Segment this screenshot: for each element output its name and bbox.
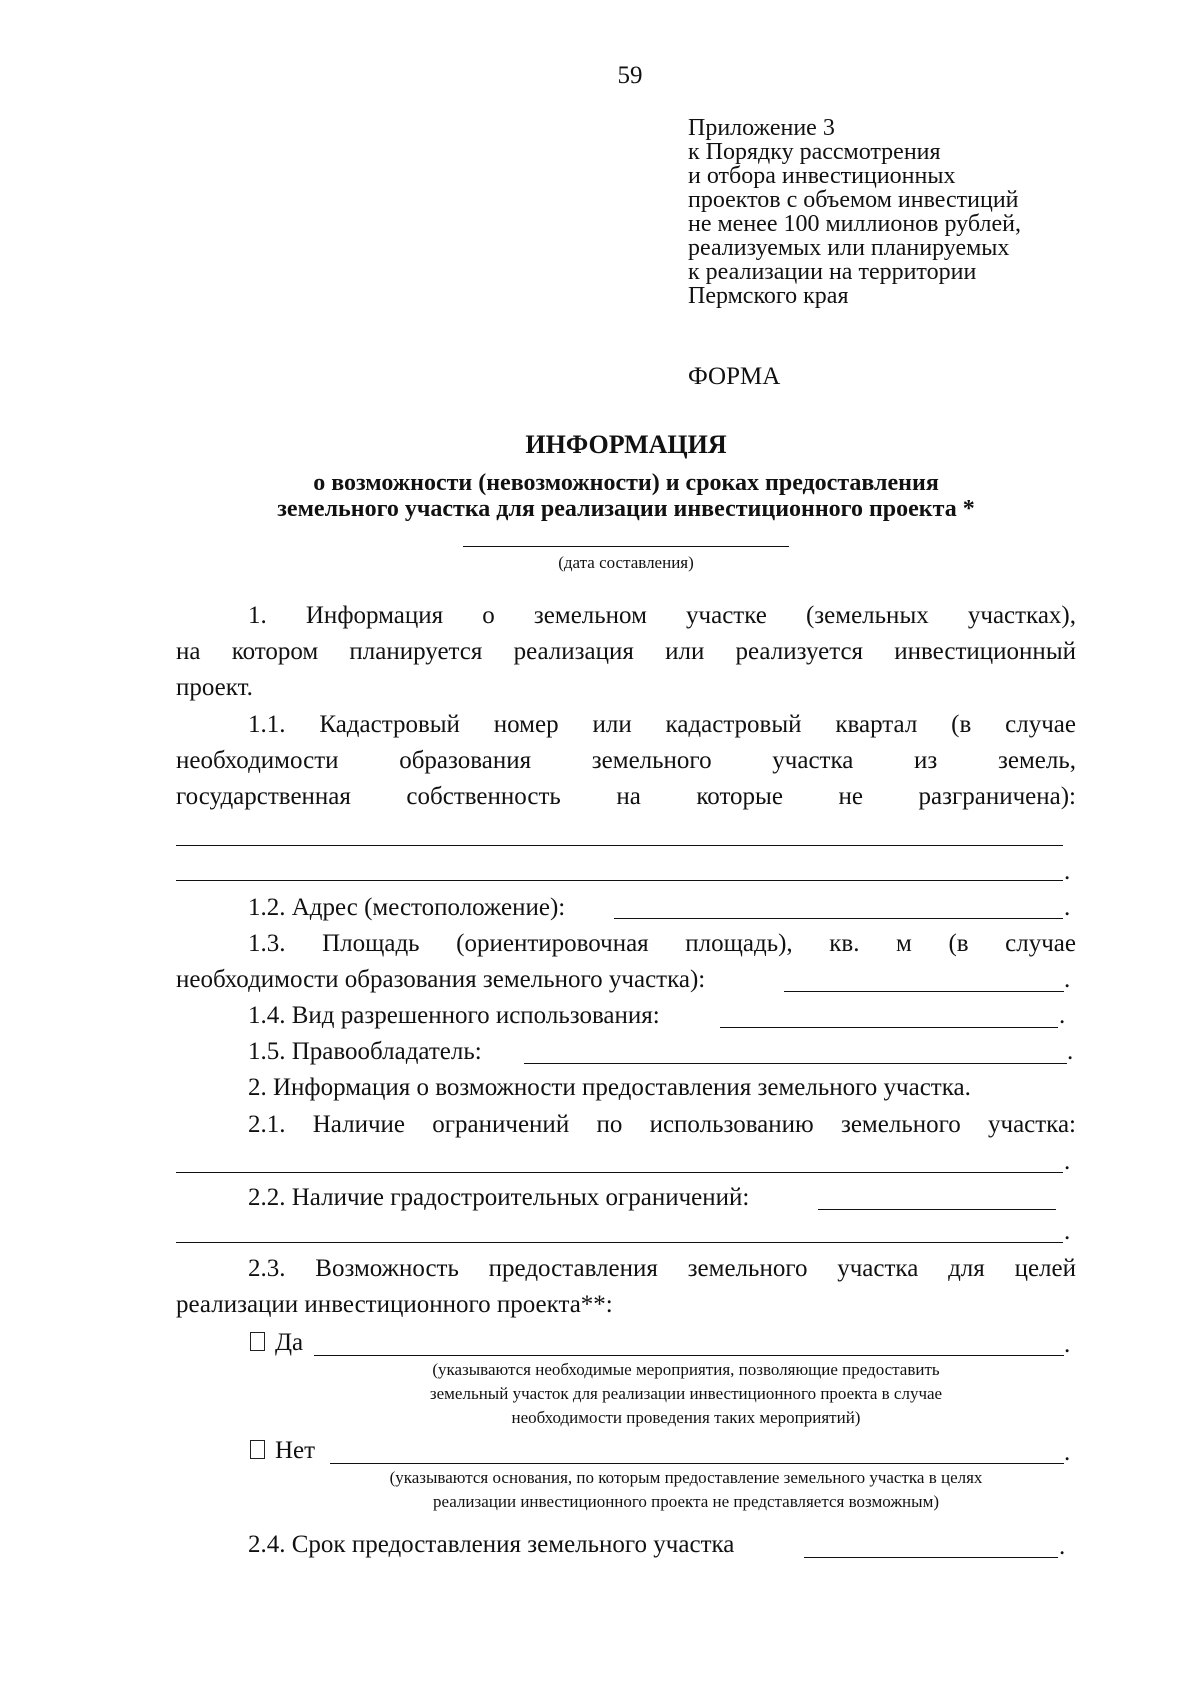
page-number: 59 — [617, 62, 643, 89]
urban-restrictions-field-line-2[interactable] — [176, 1242, 1063, 1243]
appendix-line: к реализации на территории — [688, 259, 977, 285]
appendix-line: не менее 100 миллионов рублей, — [688, 211, 1021, 237]
caption-line: необходимости проведения таких мероприятий) — [511, 1408, 861, 1427]
item-1-3-line: необходимости образования земельного участка): — [176, 966, 706, 993]
appendix-block — [688, 116, 1168, 308]
no-caption — [276, 1466, 1096, 1514]
address-field-line[interactable] — [614, 918, 1063, 919]
period: . — [1064, 1331, 1071, 1358]
option-yes[interactable] — [250, 1325, 303, 1361]
permitted-use-field-line[interactable] — [720, 1027, 1058, 1028]
subtitle-line: земельного участка для реализации инвестиционного проекта * — [277, 496, 975, 522]
item-1-1-line: государственная собственность на которые не разграничена): — [176, 783, 1076, 810]
option-yes-label: Да — [275, 1329, 304, 1356]
caption-line: (указываются необходимые мероприятия, позволяющие предоставить — [432, 1360, 940, 1379]
period: . — [1059, 1002, 1066, 1029]
caption-line: земельный участок для реализации инвестиционного проекта в случае — [429, 1384, 943, 1403]
section1-line: 1. Информация о земельном участке (земельных участках), — [248, 602, 1076, 629]
period: . — [1059, 1533, 1066, 1560]
appendix-line: реализуемых или планируемых — [688, 235, 1010, 261]
appendix-line: Пермского края — [688, 283, 849, 309]
subtitle-line: о возможности (невозможности) и сроках предоставления — [313, 470, 939, 496]
section2-label: 2. Информация о возможности предоставления земельного участка. — [248, 1074, 971, 1101]
period: . — [1064, 966, 1071, 993]
item-1-5-label: 1.5. Правообладатель: — [248, 1038, 482, 1065]
item-2-3-line: реализации инвестиционного проекта**: — [176, 1291, 613, 1318]
option-no[interactable] — [250, 1433, 315, 1469]
period: . — [1064, 894, 1071, 921]
item-2-1-label: 2.1. Наличие ограничений по использованию земельного участка: — [248, 1111, 1076, 1138]
date-field-line[interactable] — [463, 546, 789, 547]
item-1-1-line: 1.1. Кадастровый номер или кадастровый квартал (в случае — [248, 711, 1076, 738]
cadastral-field-line-1[interactable] — [176, 845, 1063, 846]
period: . — [1067, 1038, 1074, 1065]
period: . — [1064, 1148, 1071, 1175]
appendix-line: и отбора инвестиционных — [688, 163, 956, 189]
caption-line: реализации инвестиционного проекта не представляется возможным) — [433, 1492, 939, 1511]
checkbox-no[interactable] — [250, 1440, 265, 1459]
period: . — [1064, 1439, 1071, 1466]
checkbox-yes[interactable] — [250, 1332, 265, 1351]
appendix-line: Приложение 3 — [688, 115, 835, 141]
section1-line: на котором планируется реализация или реализуется инвестиционный — [176, 638, 1076, 665]
item-2-3-line: 2.3. Возможность предоставления земельного участка для целей — [248, 1255, 1076, 1282]
date-caption: (дата составления) — [558, 553, 694, 572]
caption-line: (указываются основания, по которым предоставление земельного участка в целях — [389, 1468, 983, 1487]
item-1-4-label: 1.4. Вид разрешенного использования: — [248, 1002, 660, 1029]
item-2-2-label: 2.2. Наличие градостроительных ограничений: — [248, 1184, 750, 1211]
item-1-3-line: 1.3. Площадь (ориентировочная площадь), кв. м (в случае — [248, 930, 1076, 957]
rightholder-field-line[interactable] — [524, 1063, 1067, 1064]
document-subtitle — [176, 470, 1076, 522]
urban-restrictions-field-line-1[interactable] — [818, 1209, 1056, 1210]
area-field-line[interactable] — [784, 991, 1064, 992]
cadastral-field-line-2[interactable] — [176, 880, 1063, 881]
period: . — [1064, 858, 1071, 885]
term-field-line[interactable] — [804, 1557, 1058, 1558]
item-2-4-label: 2.4. Срок предоставления земельного участка — [248, 1531, 735, 1558]
yes-caption — [276, 1358, 1096, 1430]
appendix-line: проектов с объемом инвестиций — [688, 187, 1019, 213]
option-no-label: Нет — [275, 1437, 316, 1464]
document-title: ИНФОРМАЦИЯ — [525, 430, 727, 459]
restrictions-field-line[interactable] — [176, 1172, 1063, 1173]
form-label: ФОРМА — [688, 363, 781, 390]
item-1-1-line: необходимости образования земельного участка из земель, — [176, 747, 1076, 774]
yes-field-line[interactable] — [314, 1355, 1064, 1356]
no-field-line[interactable] — [330, 1463, 1064, 1464]
item-1-2-label: 1.2. Адрес (местоположение): — [248, 894, 566, 921]
appendix-line: к Порядку рассмотрения — [688, 139, 941, 165]
period: . — [1064, 1218, 1071, 1245]
section1-line: проект. — [176, 674, 253, 701]
